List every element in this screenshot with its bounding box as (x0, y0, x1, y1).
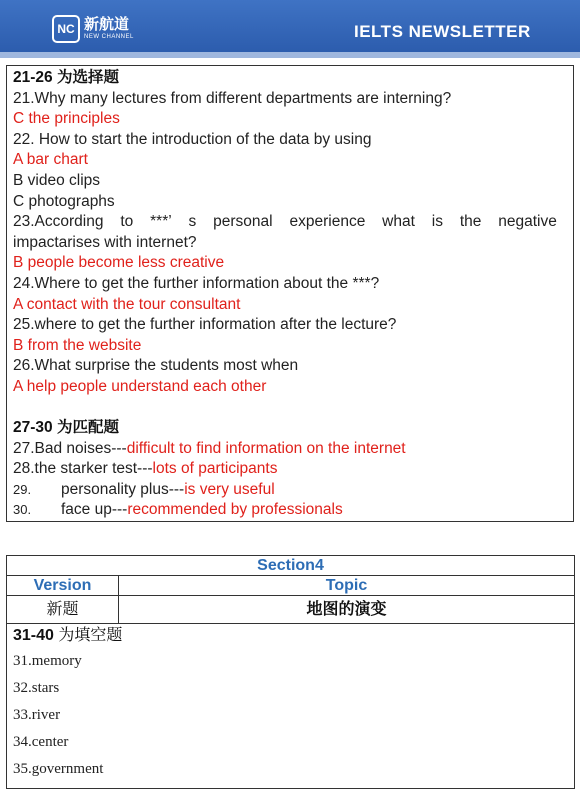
question-22: 22. How to start the introduction of the data by using (13, 130, 372, 148)
answer-35: 35.government (13, 761, 104, 777)
question-23-line1: 23.According to ***’ s personal experience what is the negative (13, 213, 557, 231)
answer-23: B people become less creative (13, 254, 225, 272)
fill-heading: 31-40 为填空题 (13, 627, 123, 644)
answer-26: A help people understand each other (13, 377, 267, 395)
group-heading-21-26: 21-26 为选择题 (13, 69, 119, 86)
matching-30: 30. face up---recommended by professionals (13, 501, 343, 519)
question-23-line2: impactarises with internet? (13, 233, 197, 251)
version-header: Version (7, 576, 119, 596)
question-21: 21.Why many lectures from different departments are interning? (13, 89, 452, 107)
answer-33: 33.river (13, 707, 61, 723)
brand-logo (52, 15, 134, 43)
answer-32: 32.stars (13, 680, 60, 696)
header-stripe (0, 52, 580, 58)
logo-chinese-name: 新航道 (84, 16, 130, 33)
fill-in-answers (7, 624, 575, 789)
answer-34: 34.center (13, 734, 69, 750)
answer-29: is very useful (184, 480, 275, 498)
answer-28: lots of participants (152, 460, 278, 478)
matching-27: 27.Bad noises---difficult to find information on the internet (13, 439, 406, 457)
matching-29: 29. personality plus---is very useful (13, 480, 275, 498)
question-26: 26.What surprise the students most when (13, 357, 299, 375)
answer-30: recommended by professionals (127, 501, 343, 519)
version-value: 新题 (7, 596, 119, 624)
section3-answers-box (6, 65, 574, 522)
section4-title: Section4 (7, 556, 575, 576)
answer-27: difficult to find information on the internet (126, 439, 406, 457)
answer-31: 31.memory (13, 653, 82, 669)
question-24: 24.Where to get the further information about the ***? (13, 274, 380, 292)
newsletter-header (0, 0, 580, 58)
matching-28: 28.the starker test---lots of participants (13, 460, 278, 478)
nc-logo-icon: NC (52, 15, 80, 43)
newsletter-title: IELTS NEWSLETTER (354, 22, 531, 41)
answer-22-option-a: A bar chart (13, 151, 88, 169)
logo-english-name: NEW CHANNEL (84, 34, 134, 40)
topic-value: 地图的演变 (119, 596, 575, 624)
answer-24: A contact with the tour consultant (13, 295, 241, 313)
option-22-b: B video clips (13, 171, 101, 189)
group-heading-27-30: 27-30 为匹配题 (13, 419, 119, 437)
option-22-c: C photographs (13, 192, 115, 210)
section4-table (6, 555, 575, 789)
topic-header: Topic (119, 576, 575, 596)
answer-25: B from the website (13, 336, 142, 354)
answer-21: C the principles (13, 110, 120, 128)
question-25: 25.where to get the further information after the lecture? (13, 316, 397, 334)
